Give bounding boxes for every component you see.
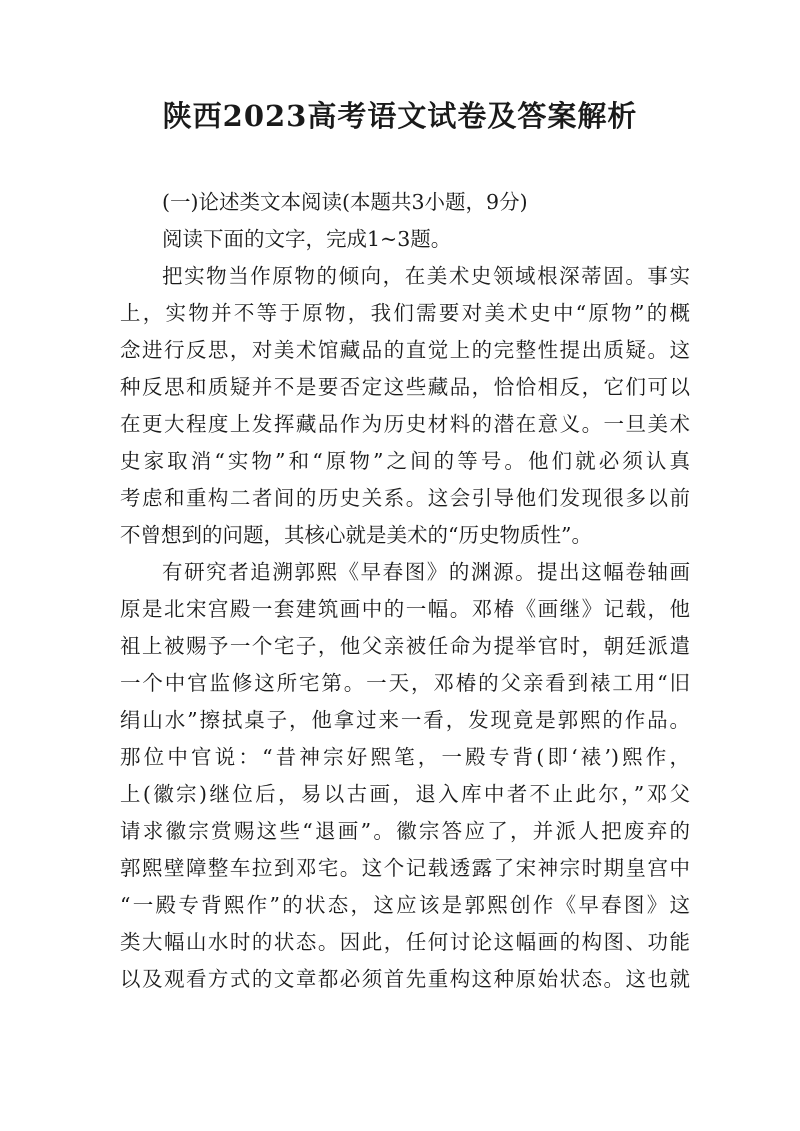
paragraph-2-line: 类大幅山水时的状态。因此，任何讨论这幅画的构图、功能: [120, 930, 690, 954]
section-heading: (一)论述类文本阅读(本题共3小题，9分): [162, 190, 528, 214]
paragraph-2-line: 上(徽宗)继位后，易以古画，退入库中者不止此尔，”邓父: [120, 782, 690, 806]
paragraph-2-line: 绢山水”擦拭桌子，他拿过来一看，发现竟是郭熙的作品。: [120, 708, 690, 732]
paragraph-1-line: 把实物当作原物的倾向，在美术史领域根深蒂固。事实: [162, 264, 690, 288]
paragraph-1-line: 种反思和质疑并不是要否定这些藏品，恰恰相反，它们可以: [120, 375, 690, 399]
instruction-line: 阅读下面的文字，完成1~3题。: [162, 227, 452, 251]
paragraph-2-line: 郭熙壁障整车拉到邓宅。这个记载透露了宋神宗时期皇宫中: [120, 856, 690, 880]
page-title: 陕西2023高考语文试卷及答案解析: [162, 99, 638, 133]
paragraph-2-line: “一殿专背熙作”的状态，这应该是郭熙创作《早春图》这: [120, 893, 690, 917]
paragraph-1-line: 不曾想到的问题，其核心就是美术的“历史物质性”。: [120, 523, 592, 547]
paragraph-2-line: 一个中官监修这所宅第。一天，邓椿的父亲看到裱工用“旧: [120, 671, 690, 695]
paragraph-2-line: 那位中官说：“昔神宗好熙笔，一殿专背(即‘裱’)熙作，: [120, 745, 690, 769]
paragraph-2-line: 有研究者追溯郭熙《早春图》的渊源。提出这幅卷轴画: [162, 560, 690, 584]
paragraph-1-line: 念进行反思，对美术馆藏品的直觉上的完整性提出质疑。这: [120, 338, 690, 362]
article-body: [120, 184, 690, 998]
paragraph-1-line: 上，实物并不等于原物，我们需要对美术史中“原物”的概: [120, 301, 690, 325]
paragraph-2-line: 请求徽宗赏赐这些“退画”。徽宗答应了，并派人把废弃的: [120, 819, 690, 843]
paragraph-1-line: 考虑和重构二者间的历史关系。这会引导他们发现很多以前: [120, 486, 690, 510]
paragraph-2-line: 原是北宋宫殿一套建筑画中的一幅。邓椿《画继》记载，他: [120, 597, 690, 621]
paragraph-2-line: 祖上被赐予一个宅子，他父亲被任命为提举官时，朝廷派遣: [120, 634, 690, 658]
paragraph-1-line: 史家取消“实物”和“原物”之间的等号。他们就必须认真: [120, 449, 690, 473]
paragraph-1-line: 在更大程度上发挥藏品作为历史材料的潜在意义。一旦美术: [120, 412, 690, 436]
paragraph-2-line: 以及观看方式的文章都必须首先重构这种原始状态。这也就: [120, 967, 690, 991]
